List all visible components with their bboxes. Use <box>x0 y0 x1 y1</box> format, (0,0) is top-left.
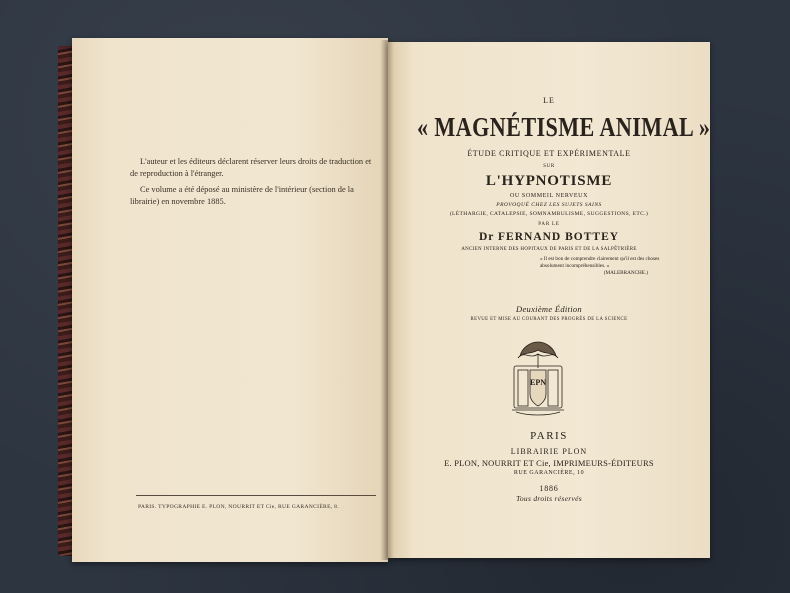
title-article: LE <box>543 96 555 105</box>
rights-reserved: Tous droits réservés <box>516 494 582 503</box>
open-book <box>58 34 718 564</box>
publisher-full: E. PLON, NOURRIT ET Cie, IMPRIMEURS-ÉDITEURS <box>444 458 654 468</box>
left-page <box>72 38 388 562</box>
epigraph-text: « Il est bon de comprendre clairement qu'il est des choses absolument incompréhensibles. » <box>540 256 660 269</box>
book-title: « MAGNÉTISME ANIMAL » <box>416 112 711 142</box>
epigraph-attribution: (MALEBRANCHE.) <box>603 269 648 276</box>
subject-provoque: PROVOQUÉ CHEZ LES SUJETS SAINS <box>496 202 602 208</box>
publisher-address: RUE GARANCIÈRE, 10 <box>513 470 585 476</box>
book-subtitle: ÉTUDE CRITIQUE ET EXPÉRIMENTALE <box>467 149 631 158</box>
book-subject: L'HYPNOTISME <box>485 173 613 189</box>
gutter-shadow <box>380 40 394 560</box>
publication-year: 1886 <box>539 484 559 493</box>
rights-notice-deposit: Ce volume a été déposé au ministère de l'intérieur (section de la librairie) en novembre 1885. <box>130 185 354 206</box>
author-credentials: ANCIEN INTERNE DES HOPITAUX DE PARIS ET DE LA SALPÊTRIÈRE <box>461 247 637 252</box>
subject-states: (LÉTHARGIE, CATALEPSIE, SOMNAMBULISME, SUGGESTIONS, ETC.) <box>449 211 649 217</box>
printer-imprint: PARIS. TYPOGRAPHIE E. PLON, NOURRIT ET Cie, RUE GARANCIÈRE, 8. <box>138 504 339 510</box>
epigraph <box>540 256 670 276</box>
publisher-emblem <box>508 338 568 418</box>
title-par-le: PAR LE <box>538 222 560 227</box>
emblem-monogram: EPN <box>530 378 546 387</box>
edition-label: Deuxième Édition <box>516 304 582 314</box>
edition-note: REVUE ET MISE AU COURANT DES PROGRÈS DE LA SCIENCE <box>470 317 628 322</box>
subject-alt: OU SOMMEIL NERVEUX <box>509 193 589 199</box>
publisher-name: LIBRAIRIE PLON <box>510 447 588 456</box>
author-name: Dr FERNAND BOTTEY <box>478 231 620 243</box>
rights-notice <box>130 156 378 212</box>
title-sur: SUR <box>543 164 555 169</box>
printer-rule <box>136 495 376 496</box>
rights-notice-translation: L'auteur et les éditeurs déclarent réserver leurs droits de traduction et de reproduction à l'étranger. <box>130 157 372 178</box>
publication-city: PARIS <box>530 430 568 442</box>
title-page <box>388 42 710 558</box>
